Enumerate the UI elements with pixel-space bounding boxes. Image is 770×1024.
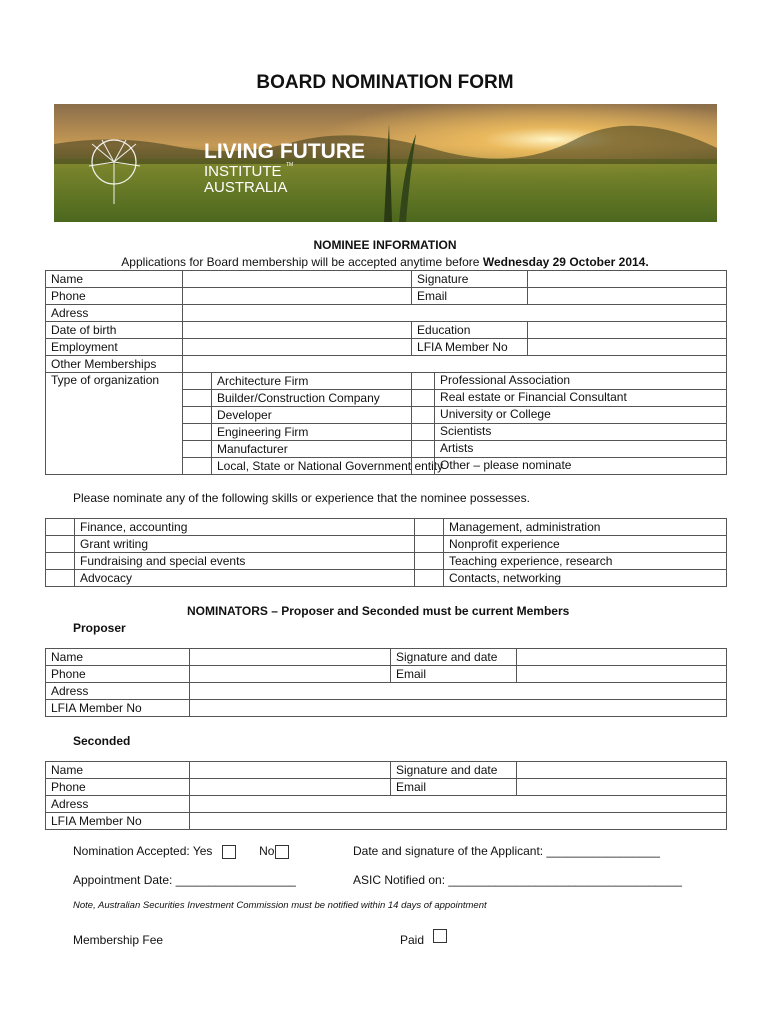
proposer-label-phone: Phone: [46, 666, 190, 683]
org-option: Artists: [440, 441, 474, 455]
label-education: Education: [412, 322, 528, 339]
label-phone: Phone: [46, 288, 183, 305]
org-checkbox[interactable]: [412, 424, 435, 440]
skill-option: Finance, accounting: [75, 519, 415, 536]
seconded-member-no-field[interactable]: [190, 813, 727, 830]
org-checkbox[interactable]: [183, 373, 212, 390]
proposer-name-field[interactable]: [190, 649, 391, 666]
appointment-date-line[interactable]: Appointment Date: __________________: [73, 873, 296, 887]
member-no-field[interactable]: [528, 339, 727, 356]
org-right-cell: [412, 407, 727, 424]
seconded-label-sig: Signature and date: [391, 762, 517, 779]
org-checkbox[interactable]: [183, 407, 212, 424]
org-checkbox[interactable]: [183, 458, 212, 475]
skill-checkbox[interactable]: [46, 519, 75, 536]
label-dob: Date of birth: [46, 322, 183, 339]
seconded-label-member-no: LFIA Member No: [46, 813, 190, 830]
skill-option: Contacts, networking: [444, 570, 727, 587]
proposer-label-email: Email: [391, 666, 517, 683]
org-right-cell: [412, 424, 727, 441]
org-option: Engineering Firm: [212, 424, 412, 441]
seconded-adress-field[interactable]: [190, 796, 727, 813]
label-employment: Employment: [46, 339, 183, 356]
banner-image: [54, 104, 717, 222]
accepted-label: Nomination Accepted: Yes: [73, 844, 213, 858]
seconded-label-adress: Adress: [46, 796, 190, 813]
seconded-label-email: Email: [391, 779, 517, 796]
org-right-cell: [412, 390, 727, 407]
seconded-name-field[interactable]: [190, 762, 391, 779]
skill-option: Advocacy: [75, 570, 415, 587]
skill-option: Management, administration: [444, 519, 727, 536]
org-option: Other – please nominate: [440, 458, 572, 472]
phone-field[interactable]: [183, 288, 412, 305]
skill-checkbox[interactable]: [415, 536, 444, 553]
nominators-heading: NOMINATORS – Proposer and Seconded must be current Members: [187, 604, 570, 618]
asic-note: Note, Australian Securities Investment Commission must be notified within 14 days of appointment: [73, 900, 487, 911]
org-option: Manufacturer: [212, 441, 412, 458]
dob-field[interactable]: [183, 322, 412, 339]
employment-field[interactable]: [183, 339, 412, 356]
org-checkbox[interactable]: [183, 424, 212, 441]
proposer-label-adress: Adress: [46, 683, 190, 700]
org-option: Builder/Construction Company: [212, 390, 412, 407]
nominee-intro: [0, 255, 770, 269]
skill-option: Grant writing: [75, 536, 415, 553]
skills-prompt: Please nominate any of the following skills or experience that the nominee possesses.: [73, 491, 530, 505]
applicant-signature-line[interactable]: Date and signature of the Applicant: _________________: [353, 844, 660, 858]
skill-checkbox[interactable]: [46, 570, 75, 587]
label-member-no: LFIA Member No: [412, 339, 528, 356]
education-field[interactable]: [528, 322, 727, 339]
proposer-label-sig: Signature and date: [391, 649, 517, 666]
proposer-table: [45, 648, 727, 717]
org-option: Local, State or National Government entity: [212, 458, 412, 475]
org-right-cell: [412, 373, 727, 390]
org-checkbox[interactable]: [412, 441, 435, 457]
signature-field[interactable]: [528, 271, 727, 288]
label-signature: Signature: [412, 271, 528, 288]
paid-label: Paid: [400, 933, 425, 947]
name-field[interactable]: [183, 271, 412, 288]
org-option: Scientists: [440, 424, 492, 438]
org-checkbox[interactable]: [412, 390, 435, 406]
form-title: BOARD NOMINATION FORM: [256, 72, 514, 93]
logo-line3: AUSTRALIA: [204, 179, 288, 196]
org-checkbox[interactable]: [412, 407, 435, 423]
membership-fee-label: Membership Fee: [73, 933, 164, 947]
skill-option: Teaching experience, research: [444, 553, 727, 570]
seconded-label-phone: Phone: [46, 779, 190, 796]
proposer-adress-field[interactable]: [190, 683, 727, 700]
proposer-member-no-field[interactable]: [190, 700, 727, 717]
seconded-table: [45, 761, 727, 830]
seconded-email-field[interactable]: [517, 779, 727, 796]
accepted-yes-checkbox[interactable]: [222, 845, 236, 859]
nominee-table: [45, 270, 727, 475]
paid-row: [400, 928, 447, 947]
label-other-memberships: Other Memberships: [46, 356, 183, 373]
accepted-row: [73, 844, 289, 859]
label-email: Email: [412, 288, 528, 305]
proposer-email-field[interactable]: [517, 666, 727, 683]
accepted-no-label: No: [259, 844, 275, 858]
label-type-org: Type of organization: [46, 373, 183, 475]
adress-field[interactable]: [183, 305, 727, 322]
asic-notified-line[interactable]: ASIC Notified on: ___________________________________: [353, 873, 682, 887]
proposer-sig-field[interactable]: [517, 649, 727, 666]
org-right-cell: [412, 458, 727, 475]
skill-checkbox[interactable]: [46, 536, 75, 553]
org-option: Professional Association: [440, 373, 571, 387]
label-adress: Adress: [46, 305, 183, 322]
proposer-phone-field[interactable]: [190, 666, 391, 683]
seconded-sig-field[interactable]: [517, 762, 727, 779]
nominee-intro-text: Applications for Board membership will be accepted anytime before: [121, 255, 483, 269]
org-checkbox[interactable]: [183, 390, 212, 407]
skill-checkbox[interactable]: [415, 570, 444, 587]
org-option: University or College: [440, 407, 551, 421]
skill-checkbox[interactable]: [46, 553, 75, 570]
seconded-phone-field[interactable]: [190, 779, 391, 796]
org-option: Architecture Firm: [212, 373, 412, 390]
landscape-photo: [54, 104, 717, 222]
org-checkbox[interactable]: [412, 373, 435, 389]
logo-line1: LIVING FUTURE: [204, 140, 365, 163]
skill-checkbox[interactable]: [415, 519, 444, 536]
other-memberships-field[interactable]: [183, 356, 727, 373]
org-checkbox[interactable]: [412, 458, 435, 474]
skill-option: Nonprofit experience: [444, 536, 727, 553]
org-option: Real estate or Financial Consultant: [440, 390, 627, 404]
label-name: Name: [46, 271, 183, 288]
proposer-label-name: Name: [46, 649, 190, 666]
paid-checkbox[interactable]: [433, 929, 447, 943]
proposer-label-member-no: LFIA Member No: [46, 700, 190, 717]
org-right-cell: [412, 441, 727, 458]
skill-option: Fundraising and special events: [75, 553, 415, 570]
seconded-label-name: Name: [46, 762, 190, 779]
skill-checkbox[interactable]: [415, 553, 444, 570]
proposer-heading: Proposer: [73, 621, 126, 635]
nominee-heading: NOMINEE INFORMATION: [313, 238, 457, 252]
accepted-no-checkbox[interactable]: [275, 845, 289, 859]
org-option: Developer: [212, 407, 412, 424]
logo-tm: TM: [286, 162, 294, 168]
nominee-deadline: Wednesday 29 October 2014.: [482, 255, 649, 269]
skills-table: [45, 518, 727, 587]
email-field[interactable]: [528, 288, 727, 305]
logo-line2: INSTITUTE: [204, 163, 282, 180]
org-checkbox[interactable]: [183, 441, 212, 458]
seconded-heading: Seconded: [73, 734, 131, 748]
